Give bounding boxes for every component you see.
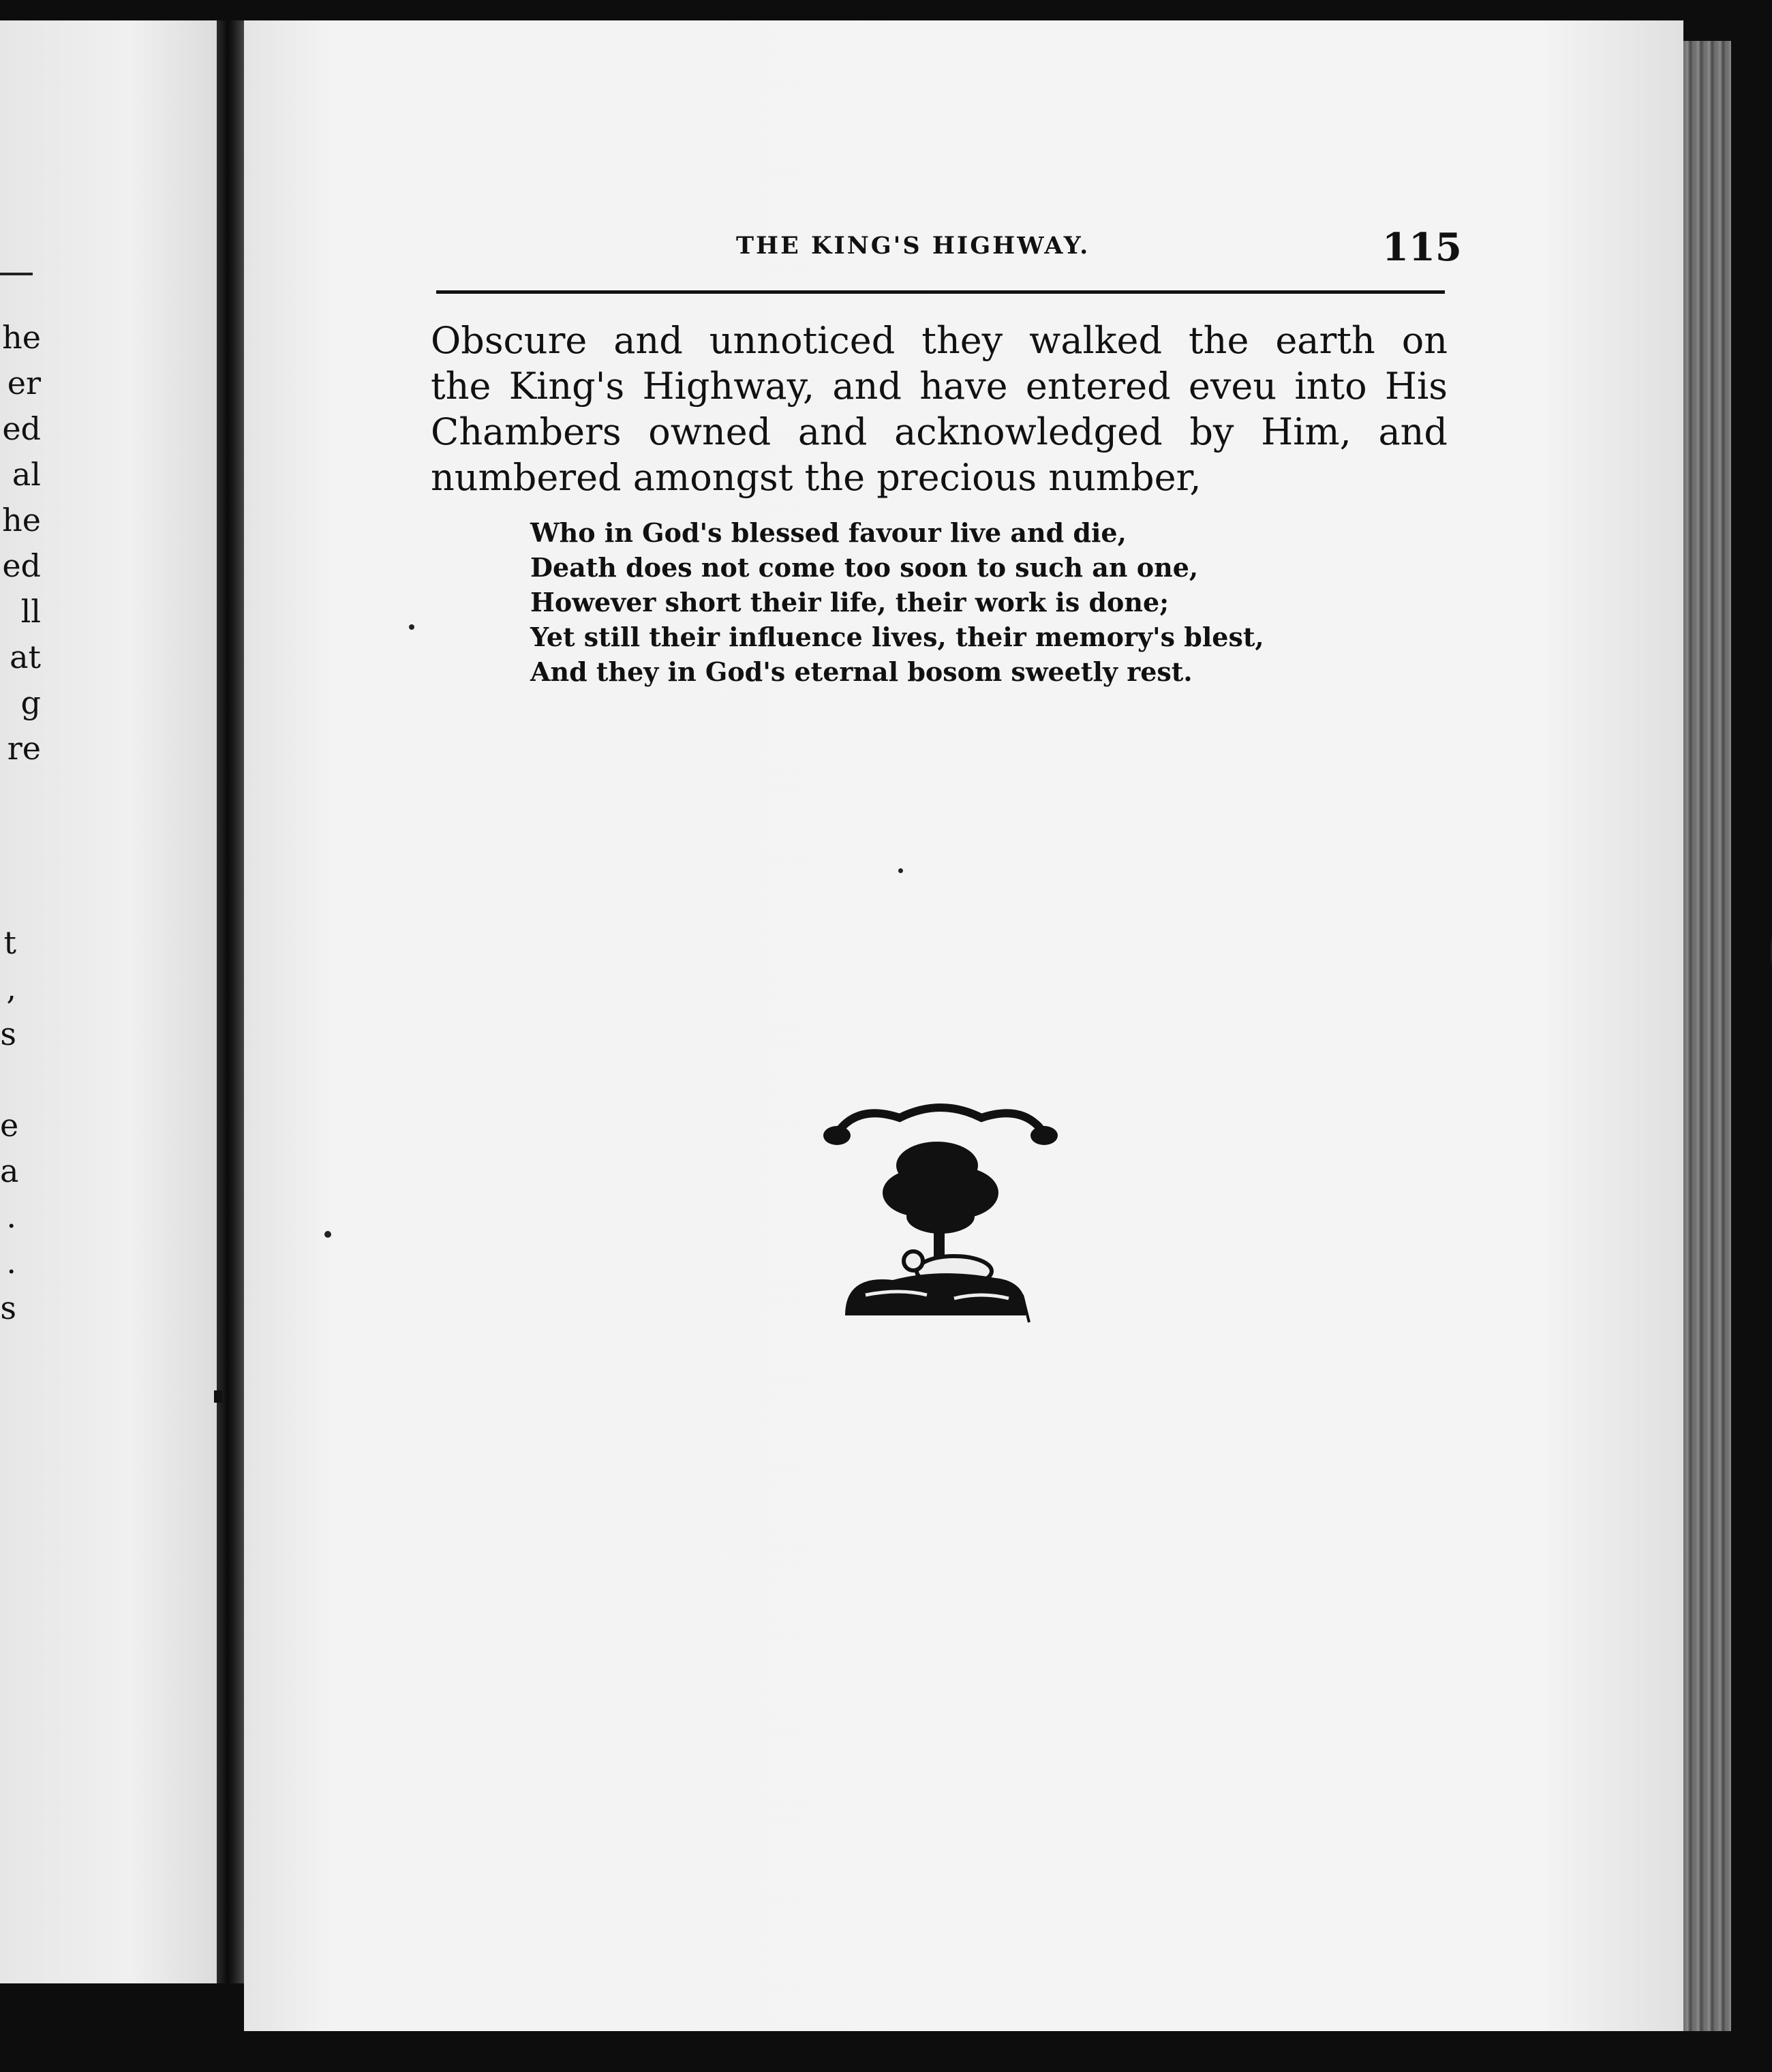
running-head-title: THE KING'S HIGHWAY. xyxy=(736,232,1090,260)
poem-line: And they in God's eternal bosom sweetly rest. xyxy=(530,656,1193,687)
left-fragment: g xyxy=(20,684,41,721)
speck xyxy=(324,1231,331,1238)
speck xyxy=(898,868,903,873)
paragraph xyxy=(431,318,1448,500)
poem-line: Death does not come too soon to such an one, xyxy=(530,552,1199,583)
left-fragment: s xyxy=(0,1290,16,1326)
poem-stanza xyxy=(530,515,1314,689)
left-fragment: he xyxy=(2,319,41,356)
poem-line: Yet still their influence lives, their memory's blest, xyxy=(530,622,1264,652)
poem-line: Who in God's blessed favour live and die, xyxy=(530,517,1127,548)
left-fragment: a xyxy=(0,1153,19,1189)
speck xyxy=(214,1390,222,1403)
header-rule xyxy=(436,290,1445,294)
left-fragment: t xyxy=(3,924,16,961)
poem-line: However short their life, their work is done; xyxy=(530,587,1170,618)
paragraph-line: Chambers owned and acknowledged by Him, and xyxy=(431,410,1448,453)
paragraph-line: numbered amongst the precious number, xyxy=(431,456,1202,499)
paragraph-line: the King's Highway, and have entered eveu into His xyxy=(431,365,1448,408)
speck xyxy=(409,624,414,630)
left-fragment: ed xyxy=(2,410,41,447)
left-fragment: , xyxy=(6,970,16,1007)
left-fragment: ed xyxy=(2,547,41,584)
left-fragment: er xyxy=(7,365,41,401)
left-fragment: s xyxy=(0,1016,16,1052)
left-fragment: re xyxy=(7,730,41,767)
left-fragment: he xyxy=(2,502,41,538)
left-fragment: at xyxy=(10,639,41,675)
left-fragment: . xyxy=(6,1198,16,1235)
tree-lamb-ornament-icon xyxy=(818,1091,1063,1336)
left-fragment: e xyxy=(0,1107,19,1144)
paragraph-line: Obscure and unnoticed they walked the earth on xyxy=(431,319,1448,362)
page-number: 115 xyxy=(1382,225,1462,270)
left-fragment: ll xyxy=(20,593,41,630)
left-fragment: al xyxy=(12,456,41,493)
left-fragment: . xyxy=(6,1244,16,1281)
